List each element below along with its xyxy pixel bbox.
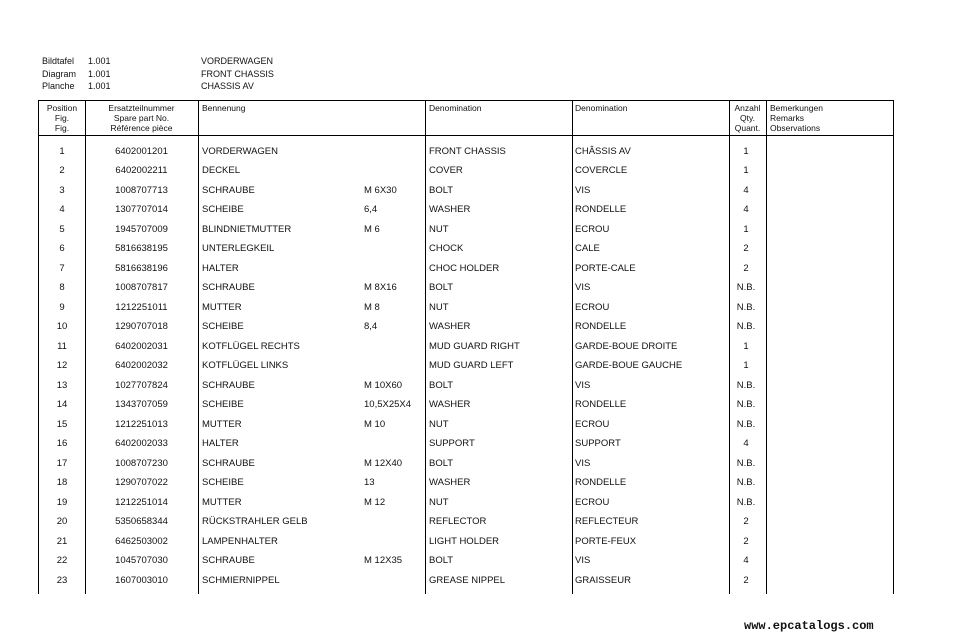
header-number: 1.001: [88, 81, 111, 91]
cell-quantity: 4: [743, 555, 749, 566]
cell-position: 5: [59, 223, 65, 235]
cell-part-number: 1212251014: [115, 496, 168, 508]
header-label: Planche: [42, 81, 75, 91]
cell-denomination-fr: REFLECTEUR: [575, 516, 639, 527]
cell-denomination-fr: VIS: [575, 379, 591, 391]
cell-part-number: 1027707824: [115, 379, 168, 391]
cell-quantity: 4: [743, 438, 749, 449]
cell-part-number: 6462503002: [115, 535, 168, 547]
cell-part-number: 6402002032: [115, 360, 168, 371]
cell-denomination-en: WASHER: [429, 321, 471, 332]
cell-spec: M 8X16: [364, 282, 397, 293]
cell-position: 21: [56, 535, 68, 547]
table-row: [39, 161, 893, 181]
cell-bennenung: KOTFLÜGEL LINKS: [202, 360, 289, 371]
cell-position: 18: [56, 477, 68, 488]
column-header-line: Remarks: [770, 113, 805, 123]
cell-denomination-fr: SUPPORT: [575, 438, 621, 449]
cell-quantity: 1: [743, 223, 749, 235]
cell-part-number: 1290707022: [115, 477, 168, 488]
cell-bennenung: SCHRAUBE: [202, 282, 255, 293]
cell-denomination-en: COVER: [429, 165, 463, 176]
cell-position: 20: [56, 516, 68, 527]
column-header-quantity: [729, 103, 766, 133]
cell-quantity: N.B.: [736, 399, 756, 410]
cell-position: 4: [59, 204, 65, 215]
cell-bennenung: VORDERWAGEN: [202, 145, 279, 157]
cell-part-number: 5816638196: [115, 262, 168, 274]
cell-quantity: 2: [743, 262, 749, 274]
header-number: 1.001: [88, 56, 111, 66]
cell-denomination-en: NUT: [429, 301, 449, 313]
table-row: [39, 493, 893, 513]
cell-bennenung: UNTERLEGKEIL: [202, 243, 275, 254]
column-header-line: Observations: [770, 123, 821, 133]
cell-denomination-en: NUT: [429, 496, 449, 508]
table-row: [39, 571, 893, 591]
cell-spec: M 12: [364, 496, 386, 508]
cell-bennenung: SCHEIBE: [202, 204, 244, 215]
cell-denomination-en: BOLT: [429, 379, 454, 391]
cell-denomination-en: WASHER: [429, 399, 471, 410]
cell-position: 12: [56, 360, 68, 371]
table-row: [39, 434, 893, 454]
cell-denomination-fr: RONDELLE: [575, 321, 627, 332]
cell-spec: 13: [364, 477, 375, 488]
cell-position: 3: [59, 184, 65, 196]
table-row: [39, 356, 893, 376]
cell-denomination-fr: RONDELLE: [575, 477, 627, 488]
cell-bennenung: MUTTER: [202, 418, 242, 430]
cell-part-number: 1212251011: [115, 301, 168, 313]
cell-quantity: N.B.: [736, 477, 756, 488]
table-row: [39, 473, 893, 493]
header-divider: [39, 135, 893, 136]
table-row: [39, 142, 893, 162]
column-header-remarks: [770, 103, 823, 133]
cell-denomination-en: NUT: [429, 223, 449, 235]
cell-denomination-fr: GARDE-BOUE GAUCHE: [575, 360, 683, 371]
table-row: [39, 395, 893, 415]
cell-quantity: N.B.: [736, 496, 756, 508]
footer-watermark-url[interactable]: www.epcatalogs.com: [744, 619, 874, 633]
cell-denomination-en: BOLT: [429, 184, 454, 196]
cell-denomination-fr: ECROU: [575, 496, 610, 508]
table-row: [39, 454, 893, 474]
cell-denomination-en: NUT: [429, 418, 449, 430]
column-header-line: Fig.: [54, 123, 70, 133]
cell-denomination-fr: RONDELLE: [575, 399, 627, 410]
cell-denomination-fr: VIS: [575, 457, 591, 469]
cell-bennenung: MUTTER: [202, 496, 242, 508]
cell-denomination-fr: GARDE-BOUE DROITE: [575, 340, 678, 352]
cell-denomination-fr: PORTE-CALE: [575, 262, 636, 274]
cell-spec: M 6X30: [364, 184, 397, 196]
table-row: [39, 376, 893, 396]
column-header-line: Position: [46, 103, 78, 113]
cell-position: 22: [56, 555, 68, 566]
cell-quantity: 1: [743, 360, 749, 371]
header-title: VORDERWAGEN: [201, 56, 274, 66]
cell-bennenung: DECKEL: [202, 165, 241, 176]
column-header-line: Bennenung: [202, 103, 246, 113]
cell-denomination-fr: PORTE-FEUX: [575, 535, 637, 547]
cell-part-number: 1212251013: [115, 418, 168, 430]
table-row: [39, 239, 893, 259]
cell-quantity: N.B.: [736, 301, 756, 313]
header-row-planche: [42, 80, 401, 93]
cell-denomination-fr: VIS: [575, 282, 591, 293]
cell-position: 19: [56, 496, 68, 508]
cell-bennenung: SCHRAUBE: [202, 555, 255, 566]
column-header-line: Bemerkungen: [770, 103, 823, 113]
cell-denomination-fr: VIS: [575, 184, 591, 196]
column-header-line: Fig.: [54, 113, 70, 123]
column-header-position: [39, 103, 85, 133]
cell-bennenung: LAMPENHALTER: [202, 535, 278, 547]
cell-part-number: 1945707009: [115, 223, 168, 235]
cell-bennenung: RÜCKSTRAHLER GELB: [202, 516, 308, 527]
cell-position: 17: [56, 457, 68, 469]
cell-spec: M 8: [364, 301, 380, 313]
cell-quantity: N.B.: [736, 321, 756, 332]
cell-denomination-en: LIGHT HOLDER: [429, 535, 500, 547]
cell-quantity: N.B.: [736, 379, 756, 391]
cell-denomination-en: SUPPORT: [429, 438, 475, 449]
cell-denomination-fr: CALE: [575, 243, 600, 254]
table-row: [39, 298, 893, 318]
cell-bennenung: HALTER: [202, 262, 239, 274]
cell-position: 9: [59, 301, 65, 313]
table-row: [39, 220, 893, 240]
table-row: [39, 551, 893, 571]
cell-part-number: 1045707030: [115, 555, 168, 566]
cell-denomination-en: WASHER: [429, 477, 471, 488]
column-header-line: Denomination: [429, 103, 482, 113]
cell-quantity: 1: [743, 340, 749, 352]
cell-position: 16: [56, 438, 68, 449]
cell-part-number: 5816638195: [115, 243, 168, 254]
cell-denomination-fr: VIS: [575, 555, 591, 566]
cell-denomination-fr: GRAISSEUR: [575, 574, 631, 586]
cell-quantity: 2: [743, 574, 749, 586]
cell-bennenung: SCHEIBE: [202, 321, 244, 332]
column-header-line: Référence pièce: [110, 123, 173, 133]
cell-quantity: N.B.: [736, 282, 756, 293]
cell-spec: M 10X60: [364, 379, 403, 391]
header-title: CHASSIS AV: [201, 81, 254, 91]
cell-position: 11: [57, 340, 67, 352]
cell-part-number: 1008707713: [115, 184, 168, 196]
cell-quantity: 4: [743, 204, 749, 215]
cell-quantity: 2: [743, 516, 749, 527]
cell-quantity: 4: [743, 184, 749, 196]
diagram-header: [42, 55, 401, 93]
cell-bennenung: SCHRAUBE: [202, 457, 255, 469]
table-row: [39, 259, 893, 279]
cell-quantity: 2: [743, 535, 749, 547]
table-row: [39, 415, 893, 435]
cell-part-number: 1008707230: [115, 457, 168, 469]
table-row: [39, 512, 893, 532]
cell-denomination-en: REFLECTOR: [429, 516, 487, 527]
cell-denomination-en: BOLT: [429, 457, 454, 469]
cell-denomination-en: BOLT: [429, 555, 454, 566]
column-header-line: Denomination: [575, 103, 628, 113]
cell-denomination-en: CHOCK: [429, 243, 464, 254]
table-row: [39, 317, 893, 337]
column-header-denomination-fr: [575, 103, 627, 113]
cell-spec: M 12X40: [364, 457, 403, 469]
header-row-bildtafel: [42, 55, 401, 68]
cell-part-number: 5350658344: [115, 516, 168, 527]
cell-position: 13: [56, 379, 68, 391]
column-header-line: Spare part No.: [113, 113, 170, 123]
cell-denomination-en: WASHER: [429, 204, 471, 215]
cell-part-number: 1607003010: [115, 574, 168, 586]
cell-part-number: 6402002211: [115, 165, 168, 176]
cell-part-number: 6402002031: [115, 340, 168, 352]
cell-bennenung: SCHMIERNIPPEL: [202, 574, 280, 586]
cell-denomination-en: CHOC HOLDER: [429, 262, 500, 274]
cell-spec: 10,5X25X4: [364, 399, 412, 410]
cell-spec: 8,4: [364, 321, 378, 332]
parts-table: [38, 100, 894, 594]
header-row-diagram: [42, 68, 401, 81]
cell-part-number: 6402001201: [115, 145, 168, 157]
cell-position: 10: [56, 321, 68, 332]
cell-denomination-fr: CHÂSSIS AV: [575, 145, 631, 157]
table-row: [39, 200, 893, 220]
header-label: Diagram: [42, 68, 77, 79]
cell-position: 15: [56, 418, 68, 430]
cell-denomination-fr: COVERCLE: [575, 165, 628, 176]
cell-part-number: 1343707059: [115, 399, 168, 410]
cell-denomination-en: MUD GUARD LEFT: [429, 360, 514, 371]
table-row: [39, 532, 893, 552]
cell-position: 7: [59, 262, 65, 274]
cell-denomination-en: FRONT CHASSIS: [429, 145, 506, 157]
cell-denomination-fr: ECROU: [575, 301, 610, 313]
cell-bennenung: KOTFLÜGEL RECHTS: [202, 340, 300, 352]
cell-spec: 6,4: [364, 204, 378, 215]
column-header-line: Quant.: [734, 123, 761, 133]
cell-denomination-en: MUD GUARD RIGHT: [429, 340, 520, 352]
cell-quantity: 1: [743, 165, 749, 176]
column-header-part-number: [85, 103, 198, 133]
cell-part-number: 1290707018: [115, 321, 168, 332]
cell-position: 14: [56, 399, 68, 410]
column-header-line: Qty.: [740, 113, 755, 123]
column-header-bennenung: [202, 103, 246, 113]
cell-denomination-fr: RONDELLE: [575, 204, 627, 215]
cell-bennenung: HALTER: [202, 438, 239, 449]
cell-quantity: N.B.: [736, 418, 756, 430]
header-number: 1.001: [88, 68, 111, 79]
cell-denomination-en: GREASE NIPPEL: [429, 574, 506, 586]
cell-position: 6: [59, 243, 65, 254]
cell-bennenung: SCHEIBE: [202, 399, 244, 410]
header-label: Bildtafel: [42, 56, 75, 66]
column-header-denomination-en: [429, 103, 481, 113]
cell-bennenung: SCHRAUBE: [202, 379, 255, 391]
cell-position: 8: [59, 282, 65, 293]
cell-spec: M 12X35: [364, 555, 403, 566]
cell-denomination-en: BOLT: [429, 282, 454, 293]
cell-part-number: 6402002033: [115, 438, 168, 449]
cell-quantity: N.B.: [736, 457, 756, 469]
cell-denomination-fr: ECROU: [575, 223, 610, 235]
cell-bennenung: MUTTER: [202, 301, 242, 313]
column-header-line: Anzahl: [734, 103, 761, 113]
table-row: [39, 337, 893, 357]
cell-position: 23: [56, 574, 68, 586]
cell-position: 2: [59, 165, 65, 176]
cell-spec: M 6: [364, 223, 380, 235]
column-header-line: Ersatzteilnummer: [108, 103, 175, 113]
cell-bennenung: SCHRAUBE: [202, 184, 255, 196]
cell-quantity: 2: [743, 243, 749, 254]
cell-position: 1: [59, 145, 65, 157]
cell-denomination-fr: ECROU: [575, 418, 610, 430]
cell-spec: M 10: [364, 418, 386, 430]
cell-quantity: 1: [743, 145, 749, 157]
cell-bennenung: BLINDNIETMUTTER: [202, 223, 292, 235]
table-row: [39, 181, 893, 201]
cell-bennenung: SCHEIBE: [202, 477, 244, 488]
header-title: FRONT CHASSIS: [201, 68, 274, 79]
cell-part-number: 1008707817: [115, 282, 168, 293]
table-row: [39, 278, 893, 298]
cell-part-number: 1307707014: [115, 204, 168, 215]
